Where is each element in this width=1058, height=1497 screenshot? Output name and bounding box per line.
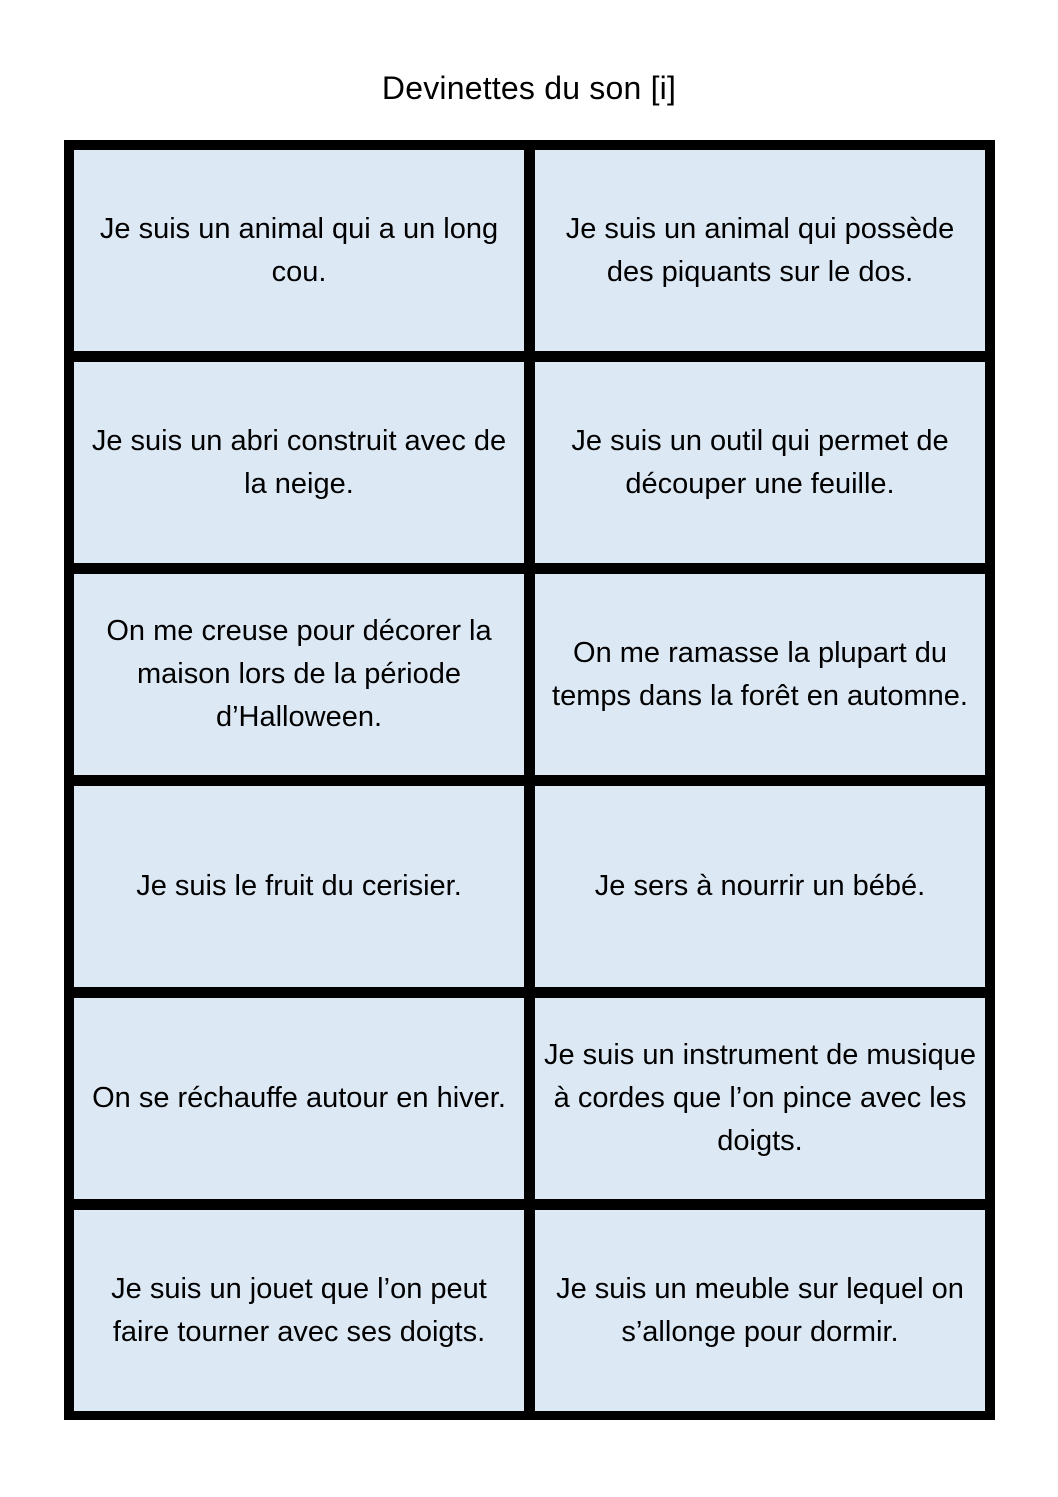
riddle-card — [74, 786, 524, 987]
page-title: Devinettes du son [i] — [381, 70, 677, 106]
riddle-card — [74, 574, 524, 775]
riddle-text: On me creuse pour décorer la maison lors de la période d’Halloween. — [106, 615, 492, 733]
riddle-card — [535, 362, 985, 563]
riddle-text: Je suis un animal qui a un long cou. — [99, 212, 499, 288]
riddle-text: Je suis un animal qui possède des piquants sur le dos. — [565, 212, 955, 288]
riddle-card-grid — [64, 140, 995, 1420]
riddle-card — [74, 362, 524, 563]
riddle-text: On se réchauffe autour en hiver. — [92, 1082, 506, 1114]
riddle-text: Je suis un meuble sur lequel on s’allonge pour dormir. — [556, 1272, 964, 1348]
riddle-text: Je suis un instrument de musique à cordes que l’on pince avec les doigts. — [544, 1039, 976, 1157]
riddle-text: Je suis le fruit du cerisier. — [136, 870, 462, 902]
riddle-card — [535, 150, 985, 351]
riddle-text: On me ramasse la plupart du temps dans la forêt en automne. — [552, 636, 968, 712]
riddle-text: Je suis un jouet que l’on peut faire tourner avec ses doigts. — [111, 1272, 487, 1348]
riddle-card — [74, 150, 524, 351]
riddle-text: Je sers à nourrir un bébé. — [594, 870, 926, 902]
riddle-card — [535, 786, 985, 987]
riddle-text: Je suis un abri construit avec de la neige. — [91, 424, 507, 500]
riddle-card — [535, 998, 985, 1199]
riddle-card — [74, 998, 524, 1199]
riddle-card — [535, 1210, 985, 1411]
riddle-card — [535, 574, 985, 775]
riddle-card — [74, 1210, 524, 1411]
riddle-text: Je suis un outil qui permet de découper une feuille. — [571, 424, 949, 500]
